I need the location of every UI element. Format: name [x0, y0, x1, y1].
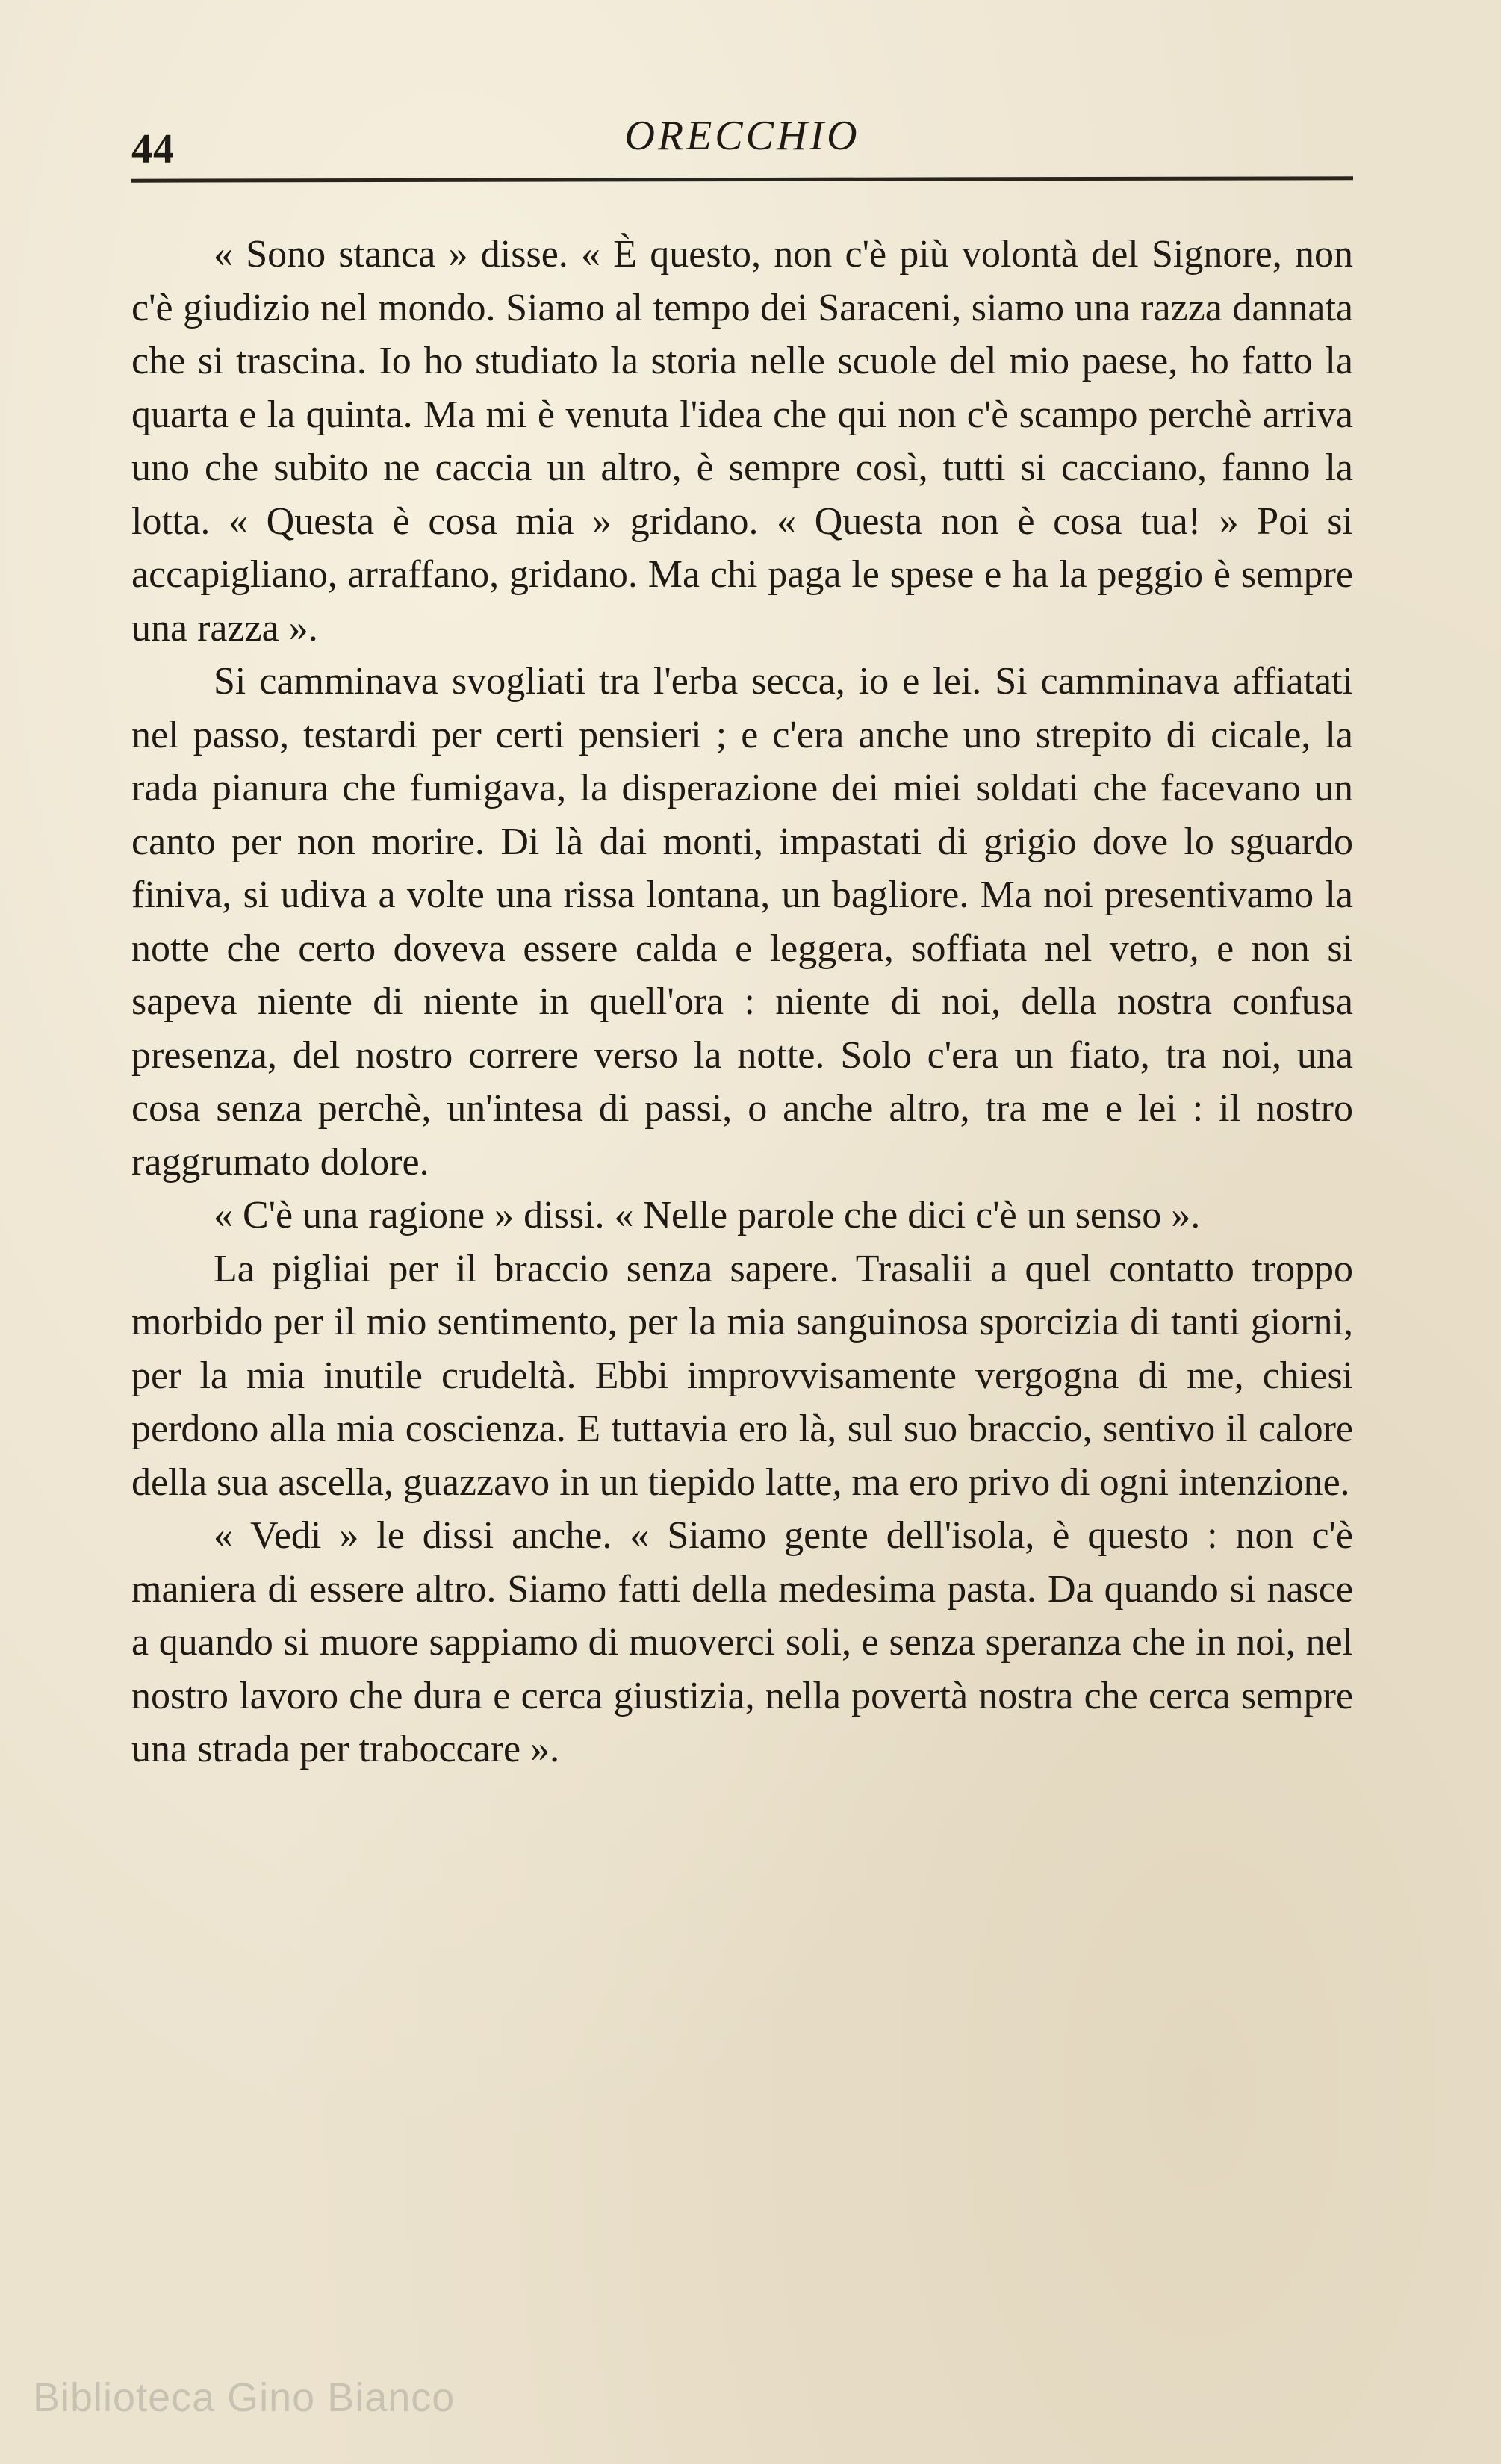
body-text — [131, 228, 1353, 1776]
paragraph-5: « Vedi » le dissi anche. « Siamo gente dell'isola, è questo : non c'è maniera di essere altro. Siamo fatti della medesima pasta. Da quando si nasce a quando si muore sappiamo di muoverci soli, e senza speranza che in noi, nel nostro lavoro che dura e cerca giustizia, nella povertà nostra che cerca sempre una strada per traboccare ». — [131, 1514, 1353, 1770]
paragraph-4: La pigliai per il braccio senza sapere. Trasalii a quel contatto troppo morbido per il mio sentimento, per la mia sanguinosa sporcizia di tanti giorni, per la mia inutile crudeltà. Ebbi improvvisamente vergogna di me, chiesi perdono alla mia coscienza. E tuttavia ero là, sul suo braccio, sentivo il calore della sua ascella, guazzavo in un tiepido latte, ma ero privo di ogni intenzione. — [131, 1247, 1353, 1504]
running-head: ORECCHIO — [624, 113, 860, 159]
paragraph-2: Si camminava svogliati tra l'erba secca, io e lei. Si camminava affiatati nel passo, testardi per certi pensieri ; e c'era anche uno strepito di cicale, la rada pianura che fumigava, la disperazione dei miei soldati che facevano un canto per non morire. Di là dai monti, impastati di grigio dove lo sguardo finiva, si udiva a volte una rissa lontana, un bagliore. Ma noi presentivamo la notte che certo doveva essere calda e leggera, soffiata nel vetro, e non si sapeva niente di niente in quell'ora : niente di noi, della nostra confusa presenza, del nostro correre verso la notte. Solo c'era un fiato, tra noi, una cosa senza perchè, un'intesa di passi, o anche altro, tra me e lei : il nostro raggrumato dolore. — [131, 660, 1353, 1183]
paragraph-1: « Sono stanca » disse. « È questo, non c'è più volontà del Signore, non c'è giudizio nel mondo. Siamo al tempo dei Saraceni, siamo una razza dannata che si trascina. Io ho studiato la storia nelle scuole del mio paese, ho fatto la quarta e la quinta. Ma mi è venuta l'idea che qui non c'è scampo perchè arriva uno che subito ne caccia un altro, è sempre così, tutti si cacciano, fanno la lotta. « Questa è cosa mia » gridano. « Questa non è cosa tua! » Poi si accapigliano, arraffano, gridano. Ma chi paga le spese e ha la peggio è sempre una razza ». — [131, 233, 1353, 650]
library-watermark: Biblioteca Gino Bianco — [33, 2375, 456, 2420]
page-header — [131, 105, 1353, 187]
paragraph-3: « C'è una ragione » dissi. « Nelle parole che dici c'è un senso ». — [214, 1194, 1201, 1236]
page-number: 44 — [131, 126, 175, 172]
